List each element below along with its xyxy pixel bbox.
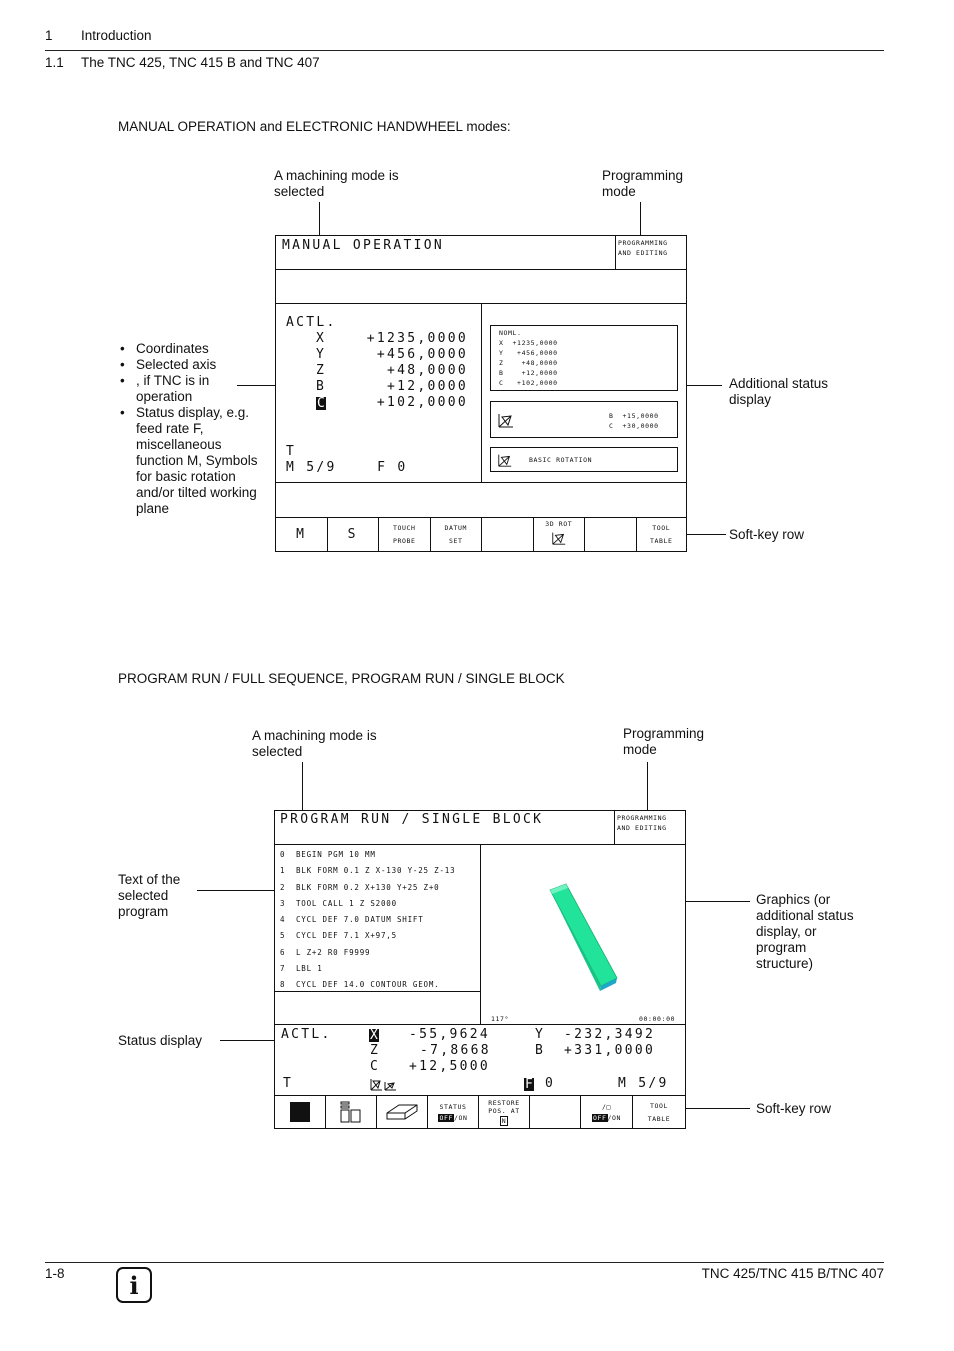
axis-b: B	[535, 1043, 546, 1058]
softkey-row	[275, 1096, 685, 1128]
softkey-s[interactable]	[328, 518, 380, 551]
axis-z: Z	[316, 363, 327, 378]
fig1-leader-bullets	[237, 385, 275, 386]
divider	[614, 811, 615, 844]
softkey-label: TOOL	[649, 1101, 669, 1110]
softkey-label: STATUS	[439, 1102, 467, 1111]
block-n-indicator: N	[501, 1116, 507, 1125]
info-icon: i	[116, 1267, 152, 1303]
fig2-label-status: Status display	[118, 1033, 203, 1048]
fig1-leader-softkey	[686, 534, 726, 535]
axis-c: C	[370, 1059, 381, 1074]
screen-layout-icon	[338, 1099, 364, 1125]
softkey-row	[276, 518, 686, 551]
noml-row: X +1235,0000	[499, 339, 558, 347]
fig1-heading: MANUAL OPERATION and ELECTRONIC HANDWHEEL modes:	[118, 119, 511, 134]
softkey-label: POS. AT	[488, 1106, 520, 1115]
workpiece-3d-graphic	[535, 876, 625, 996]
axis-c-value: +12,5000	[409, 1059, 491, 1074]
tilt-box	[490, 401, 678, 438]
softkey-label: S	[347, 526, 358, 542]
axis-c-value: +102,0000	[376, 395, 468, 410]
tnc-screen-manual	[275, 235, 687, 552]
footer-product: TNC 425/TNC 415 B/TNC 407	[701, 1266, 884, 1281]
basic-rotation-box	[490, 447, 678, 472]
program-line: 7 LBL 1	[280, 964, 323, 974]
program-line: 4 CYCL DEF 7.0 DATUM SHIFT	[280, 915, 424, 925]
fig1-bullet: • Coordinates	[118, 341, 268, 357]
prog-mode-line1: PROGRAMMING	[618, 239, 668, 247]
softkey-tool-table[interactable]	[637, 518, 687, 551]
axis-z-value: +48,0000	[386, 363, 468, 378]
fig2-label-prog: Programming mode	[623, 726, 705, 757]
noml-label: NOML.	[499, 329, 522, 337]
softkey-status-toggle[interactable]	[428, 1096, 479, 1128]
softkey-restore-pos[interactable]	[479, 1096, 530, 1128]
mode-title: PROGRAM RUN / SINGLE BLOCK	[280, 812, 544, 827]
tilted-plane-icon	[370, 1077, 398, 1091]
axis-b-value: +331,0000	[564, 1043, 656, 1058]
page-number: 1-8	[45, 1266, 65, 1281]
divider	[615, 236, 616, 269]
off-indicator: OFF	[592, 1113, 607, 1122]
axis-x-value: -55,9624	[409, 1027, 491, 1042]
chapter-number: 1	[45, 28, 53, 43]
program-line: 2 BLK FORM 0.2 X+130 Y+25 Z+0	[280, 882, 440, 892]
softkey-label: TOOL	[652, 524, 671, 532]
graphic-angle: 117°	[491, 1015, 510, 1023]
footer-rule	[45, 1262, 884, 1263]
program-line: 3 TOOL CALL 1 Z S2000	[280, 898, 397, 908]
fig1-bullet: • , if TNC is in operation	[118, 373, 268, 405]
axis-x: X	[316, 331, 327, 346]
fig1-bullet-list	[118, 341, 268, 517]
divider	[275, 1024, 685, 1025]
tnc-screen-program-run	[274, 810, 686, 1129]
axis-y: Y	[535, 1027, 546, 1042]
axis-y-value: -232,3492	[564, 1027, 656, 1042]
black-square-icon	[290, 1102, 310, 1122]
softkey-label: TOUCH	[392, 524, 416, 532]
m-f-line: M 5/9 F 0	[286, 460, 408, 475]
softkey-label: TABLE	[647, 1114, 671, 1123]
tilted-plane-icon	[551, 530, 567, 546]
softkey-screen-layout[interactable]	[326, 1096, 377, 1128]
axis-x-selected: X	[370, 1028, 378, 1043]
softkey-label: TABLE	[649, 537, 673, 545]
divider	[481, 303, 482, 482]
softkey-label: DATUM	[444, 524, 468, 532]
on-indicator: /ON	[607, 1113, 622, 1122]
softkey-label: M	[296, 526, 307, 542]
softkey-empty[interactable]	[482, 518, 534, 551]
actl-label: ACTL.	[281, 1027, 332, 1042]
fig1-label-prog: Programming mode	[602, 168, 684, 199]
program-line: 0 BEGIN PGM 10 MM	[280, 850, 376, 859]
tool-line: T	[286, 444, 297, 459]
prog-mode-line1: PROGRAMMING	[617, 814, 667, 822]
feed-label: F	[525, 1077, 533, 1092]
fig2-label-graphics: Graphics (or additional status display, or program structure)	[756, 892, 854, 971]
program-line: 6 L Z+2 R0 F9999	[280, 947, 371, 957]
feed-value: 0	[545, 1076, 556, 1091]
fig1-leader-addl	[686, 385, 722, 386]
axis-x-value: +1235,0000	[366, 331, 468, 346]
prog-mode-line2: AND EDITING	[617, 824, 667, 832]
softkey-label: PROBE	[392, 537, 416, 545]
softkey-3d-rot[interactable]	[534, 518, 586, 551]
fig2-leader-graphics	[686, 901, 750, 902]
off-indicator: OFF	[439, 1113, 453, 1122]
program-line: 1 BLK FORM 0.1 Z X-130 Y-25 Z-13	[280, 866, 456, 876]
softkey-touch-probe[interactable]	[379, 518, 431, 551]
rot-row: B +15,0000	[609, 412, 659, 420]
softkey-graphics[interactable]	[377, 1096, 428, 1128]
softkey-label: /□	[601, 1102, 612, 1111]
softkey-datum-set[interactable]	[431, 518, 483, 551]
noml-box	[490, 325, 678, 391]
program-line: 5 CYCL DEF 7.1 X+97,5	[280, 931, 397, 941]
divider	[276, 482, 686, 483]
softkey-empty[interactable]	[530, 1096, 581, 1128]
noml-row: C +102,0000	[499, 379, 558, 387]
fig2-heading: PROGRAM RUN / FULL SEQUENCE, PROGRAM RUN / SINGLE BLOCK	[118, 671, 565, 686]
softkey-m[interactable]	[276, 518, 328, 551]
fig2-leader-prog	[647, 762, 648, 810]
mode-title: MANUAL OPERATION	[282, 238, 445, 253]
fig2-label-softkey: Soft-key row	[756, 1101, 832, 1116]
section-number: 1.1	[45, 55, 64, 70]
actl-label: ACTL.	[286, 315, 337, 330]
axis-y-value: +456,0000	[376, 347, 468, 362]
softkey-label: 3D ROT	[545, 520, 573, 528]
softkey-label: RESTORE	[488, 1098, 520, 1107]
divider	[480, 844, 481, 1024]
softkey-tool-table[interactable]	[633, 1096, 685, 1128]
fig1-label-addl: Additional status display	[729, 376, 829, 407]
misc-function: M 5/9	[618, 1076, 669, 1091]
header-rule	[45, 50, 884, 51]
fig1-leader-mode	[319, 202, 320, 235]
chapter-title: Introduction	[81, 28, 152, 43]
noml-row: Y +456,0000	[499, 349, 558, 357]
workpiece-icon	[385, 1101, 419, 1123]
program-listing	[280, 847, 455, 994]
tilted-plane-icon	[497, 411, 515, 429]
axis-z-value: -7,8668	[420, 1043, 491, 1058]
softkey-off-on[interactable]	[581, 1096, 633, 1128]
fig2-leader-text	[197, 890, 275, 891]
axis-z: Z	[370, 1043, 381, 1058]
graphic-time: 00:00:00	[639, 1015, 676, 1023]
fig1-leader-prog	[640, 202, 641, 235]
fig2-label-mode: A machining mode is selected	[252, 728, 377, 759]
axis-b: B	[316, 379, 327, 394]
fig1-bullet: • Selected axis	[118, 357, 268, 373]
softkey-label: SET	[448, 537, 463, 545]
fig1-label-mode: A machining mode is selected	[274, 168, 399, 199]
softkey-black-square[interactable]	[275, 1096, 326, 1128]
axis-y: Y	[316, 347, 327, 362]
fig2-leader-softkey	[686, 1108, 750, 1109]
axis-c-selected: C	[317, 396, 325, 411]
axis-b-value: +12,0000	[386, 379, 468, 394]
program-line: 8 CYCL DEF 14.0 CONTOUR GEOM.	[280, 980, 440, 990]
basic-rotation-icon	[497, 452, 513, 468]
rot-row: C +30,0000	[609, 422, 659, 430]
noml-row: B +12,0000	[499, 369, 558, 377]
prog-mode-line2: AND EDITING	[618, 249, 668, 257]
basic-rotation-label: BASIC ROTATION	[529, 456, 593, 464]
tool-label: T	[283, 1076, 294, 1091]
divider	[276, 269, 686, 270]
softkey-empty[interactable]	[585, 518, 637, 551]
noml-row: Z +48,0000	[499, 359, 558, 367]
fig1-label-softkey: Soft-key row	[729, 527, 805, 542]
section-title: The TNC 425, TNC 415 B and TNC 407	[81, 55, 320, 70]
on-indicator: /ON	[454, 1113, 468, 1122]
fig2-leader-mode	[302, 762, 303, 810]
fig2-label-text: Text of the selected program	[118, 872, 181, 919]
fig1-bullet: • Status display, e.g. feed rate F, miscellaneous function M, Symbols for basic rotation and/or tilted working plane	[118, 405, 268, 517]
fig2-leader-status	[220, 1040, 275, 1041]
